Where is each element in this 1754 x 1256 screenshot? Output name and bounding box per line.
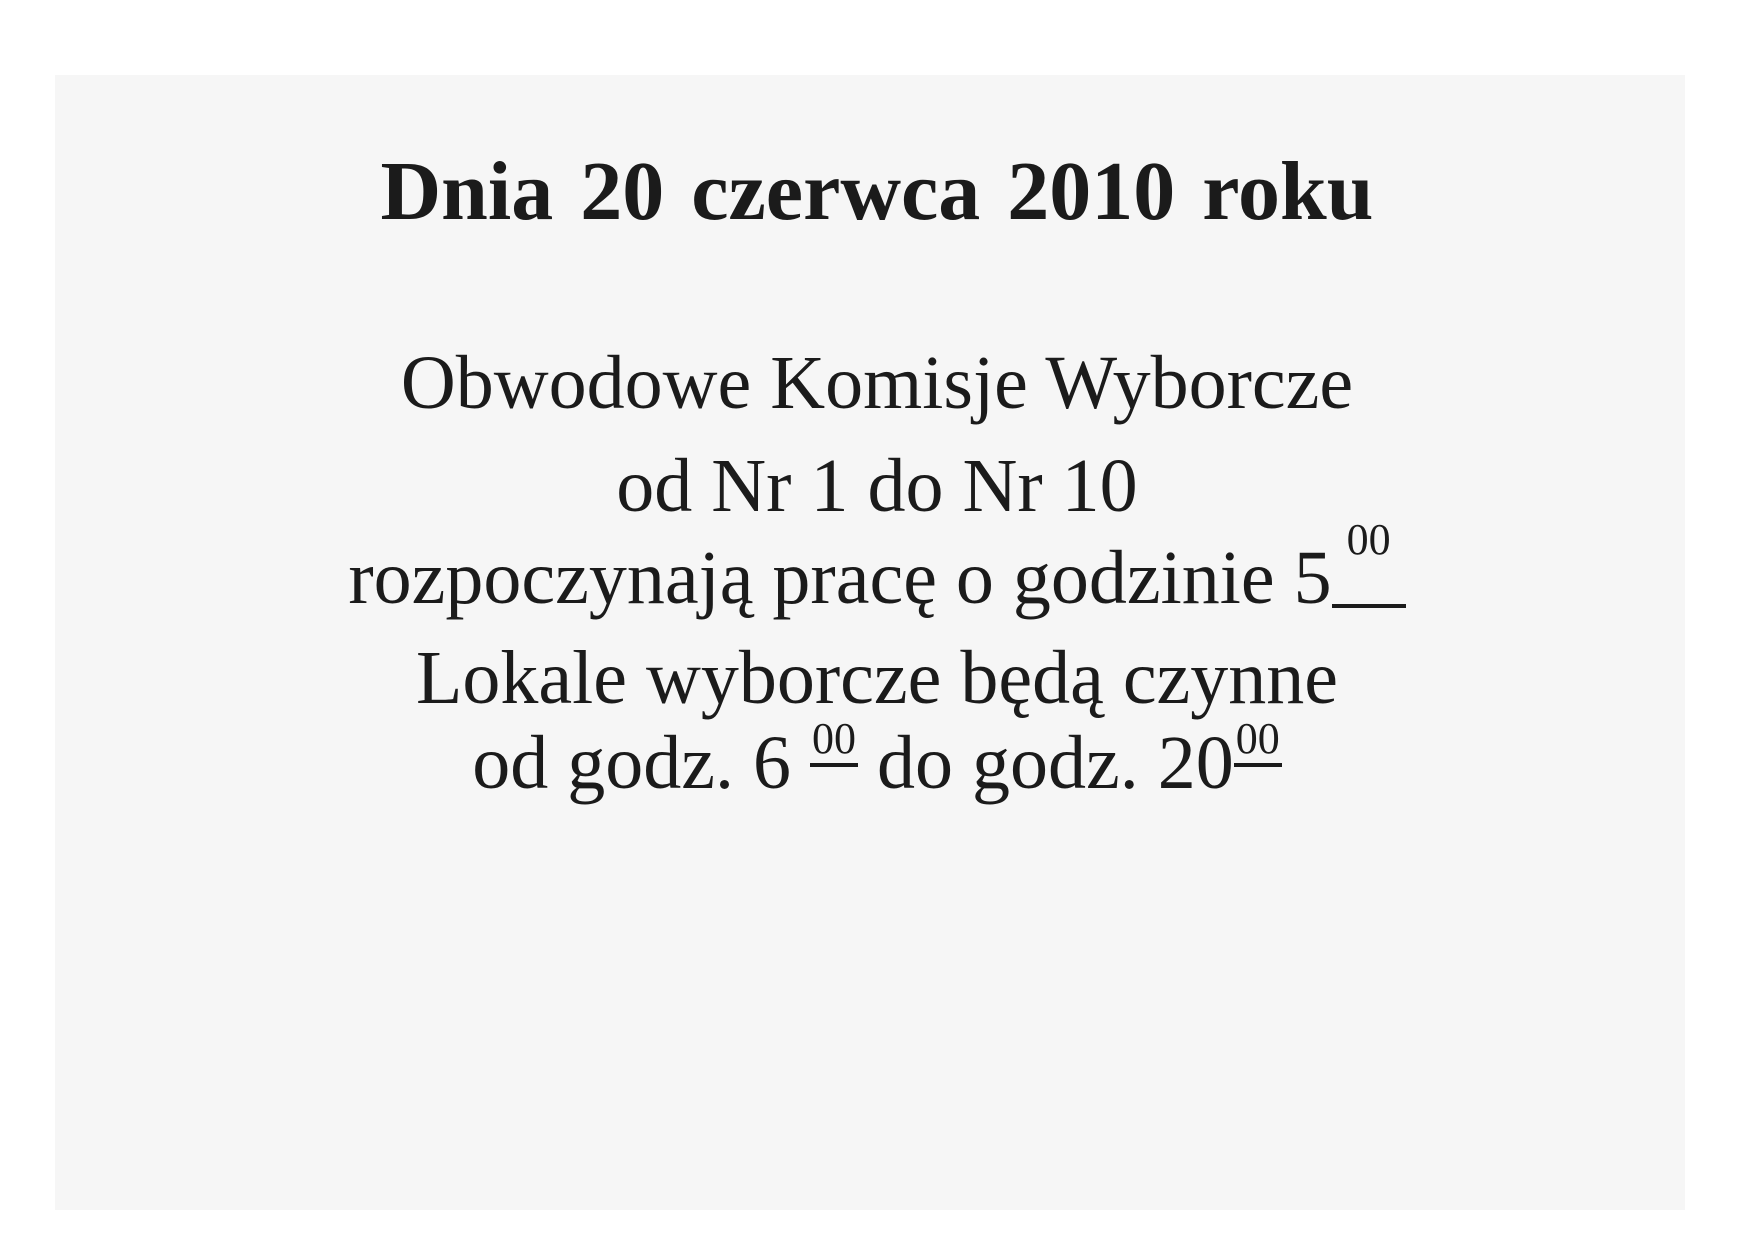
notice-line-commissions: Obwodowe Komisje Wyborcze	[400, 341, 1354, 425]
opening-hours-from-minutes: 00	[810, 717, 858, 767]
opening-hours-to-minutes: 00	[1234, 717, 1282, 767]
notice-line-opening-hours	[0, 714, 1754, 805]
opening-hours-to: do godz. 20	[858, 721, 1234, 805]
opening-hours-from: od godz. 6	[472, 721, 810, 805]
notice-line-start-time	[0, 515, 1754, 620]
start-time-text: rozpoczynają pracę o godzinie 5	[348, 536, 1332, 620]
notice-title: Dnia 20 czerwca 2010 roku	[380, 145, 1374, 238]
notice-line-polling-stations: Lokale wyborcze będą czynne	[415, 636, 1339, 720]
notice-line-numbers: od Nr 1 do Nr 10	[616, 444, 1138, 528]
start-time-minutes: 00	[1332, 518, 1406, 608]
